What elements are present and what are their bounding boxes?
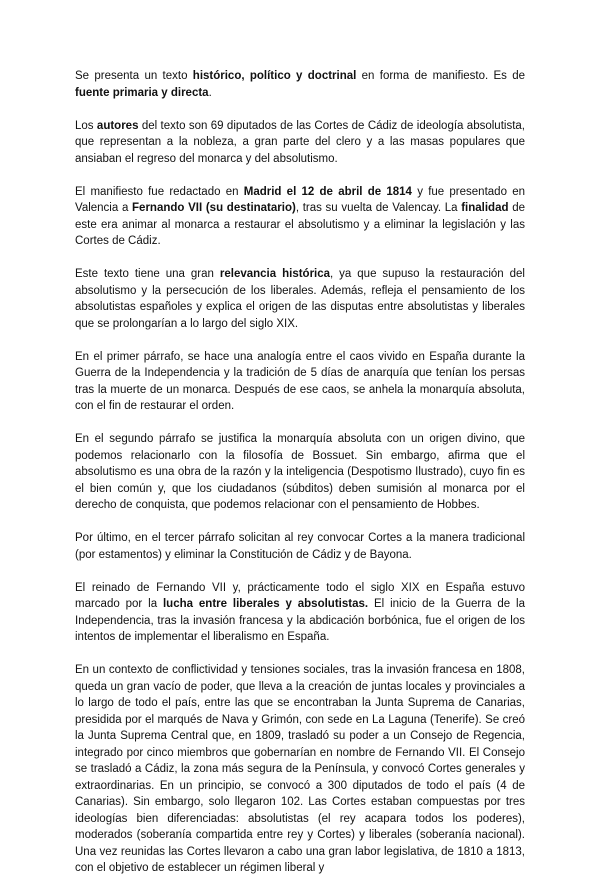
paragraph-date-and-purpose [75, 184, 525, 250]
bold-run: finalidad [461, 202, 509, 214]
paragraph-second-section [75, 431, 525, 514]
bold-run: Fernando VII (su destinatario) [132, 202, 296, 214]
text-run: Los [75, 119, 97, 132]
paragraph-third-section [75, 530, 525, 563]
paragraph-authors [75, 118, 525, 168]
text-run: . [208, 86, 212, 99]
text-run: del texto son 69 diputados de las Cortes de Cádiz de ideología absolutista, que representan a la nobleza, a gran parte del clero y a las masas populares que ansiaban el regreso del monarca y del absolutismo. [75, 119, 525, 165]
text-run: Se presenta un texto [75, 70, 193, 82]
paragraph-type-of-text [75, 68, 525, 101]
text-run: Por último, en el tercer párrafo solicitan al rey convocar Cortes a la manera tradicional (por estamentos) y eliminar la Constitución de Cádiz y de Bayona. [75, 532, 525, 561]
bold-run: Madrid el 12 de abril de 1814 [243, 185, 412, 198]
paragraph-first-section [75, 349, 525, 415]
text-run: En el primer párrafo, se hace una analogía entre el caos vivido en España durante la Guerra de la Independencia y la tradición de 5 días de anarquía que tenían los persas tras la muerte de un monarca. Después de ese caos, se anhela la monarquía absoluta, con el fin de restaurar el orden. [75, 350, 525, 412]
bold-run: histórico, político y doctrinal [192, 70, 357, 82]
bold-run: autores [96, 119, 139, 132]
paragraph-context-cortes [75, 662, 525, 877]
text-run: en forma de manifiesto. Es de [356, 70, 526, 82]
text-run: Este texto tiene una gran [75, 268, 220, 280]
text-run: , ya que supuso la restauración del absolutismo y la persecución de los liberales. Además, refleja el pensamiento de los absolutistas españoles y explica el origen de las disputas entre absolutistas y liberales que se prolongarían a lo largo del siglo XIX. [75, 268, 525, 330]
bold-run: relevancia histórica [219, 268, 331, 280]
text-run: El manifiesto fue redactado en [75, 185, 244, 198]
text-run: , tras su vuelta de Valencay. La [295, 202, 462, 214]
text-run: En el segundo párrafo se justifica la monarquía absoluta con un origen divino, que podemos relacionarlo con la filosofía de Bossuet. Sin embargo, afirma que el absolutismo es una obra de la razón y la inteligencia (Despotismo Ilustrado), cuyo fin es el bien común y, que los ciudadanos (súbditos) deben sumisión al monarca por el derecho de conquista, que podemos relacionar con el pensamiento de Hobbes. [75, 433, 525, 511]
paragraph-context-reign [75, 580, 525, 646]
text-run: El reinado de Fernando VII y, prácticamente todo el siglo XIX en España estuvo marcado por la [75, 581, 525, 610]
text-run: de este era animar al monarca a restaurar el absolutismo y a eliminar la legislación y las Cortes de Cádiz. [75, 202, 525, 247]
bold-run: lucha entre liberales y absolutistas. [162, 598, 369, 610]
text-run: En un contexto de conflictividad y tensiones sociales, tras la invasión francesa en 1808, queda un gran vacío de poder, que lleva a la creación de juntas locales y provinciales a lo largo de todo el país, entre las que se encontraban la Junta Suprema de Canarias, presidida por el marqués de Nava y Grimón, con sede en La Laguna (Tenerife). Se creó la Junta Suprema Central que, en 1809, trasladó su poder a un Consejo de Regencia, integrado por cinco miembros que gobernarían en nombre de Fernando VII. El Consejo se trasladó a Cádiz, la zona más segura de la Península, y convocó Cortes generales y extraordinarias. En un principio, se convocó a 300 diputados de todo el país (4 de Canarias). Sin embargo, solo llegaron 102. Las Cortes estaban compuestas por tres ideologías bien diferenciadas: absolutistas (el rey acapara todos los poderes), moderados (soberanía compartida entre rey y Cortes) y liberales (soberanía nacional). Una vez reunidas las Cortes llevaron a cabo una gran labor legislativa, de 1810 a 1813, con el objetivo de establecer un régimen liberal y [75, 664, 525, 874]
paragraph-historical-relevance [75, 266, 525, 332]
text-run: y fue presentado en Valencia a [75, 185, 525, 214]
text-run: El inicio de la Guerra de la Independencia, tras la invasión francesa y la abdicación borbónica, fue el origen de los intentos de implementar el liberalismo en España. [75, 598, 525, 643]
bold-run: fuente primaria y directa [75, 86, 209, 99]
